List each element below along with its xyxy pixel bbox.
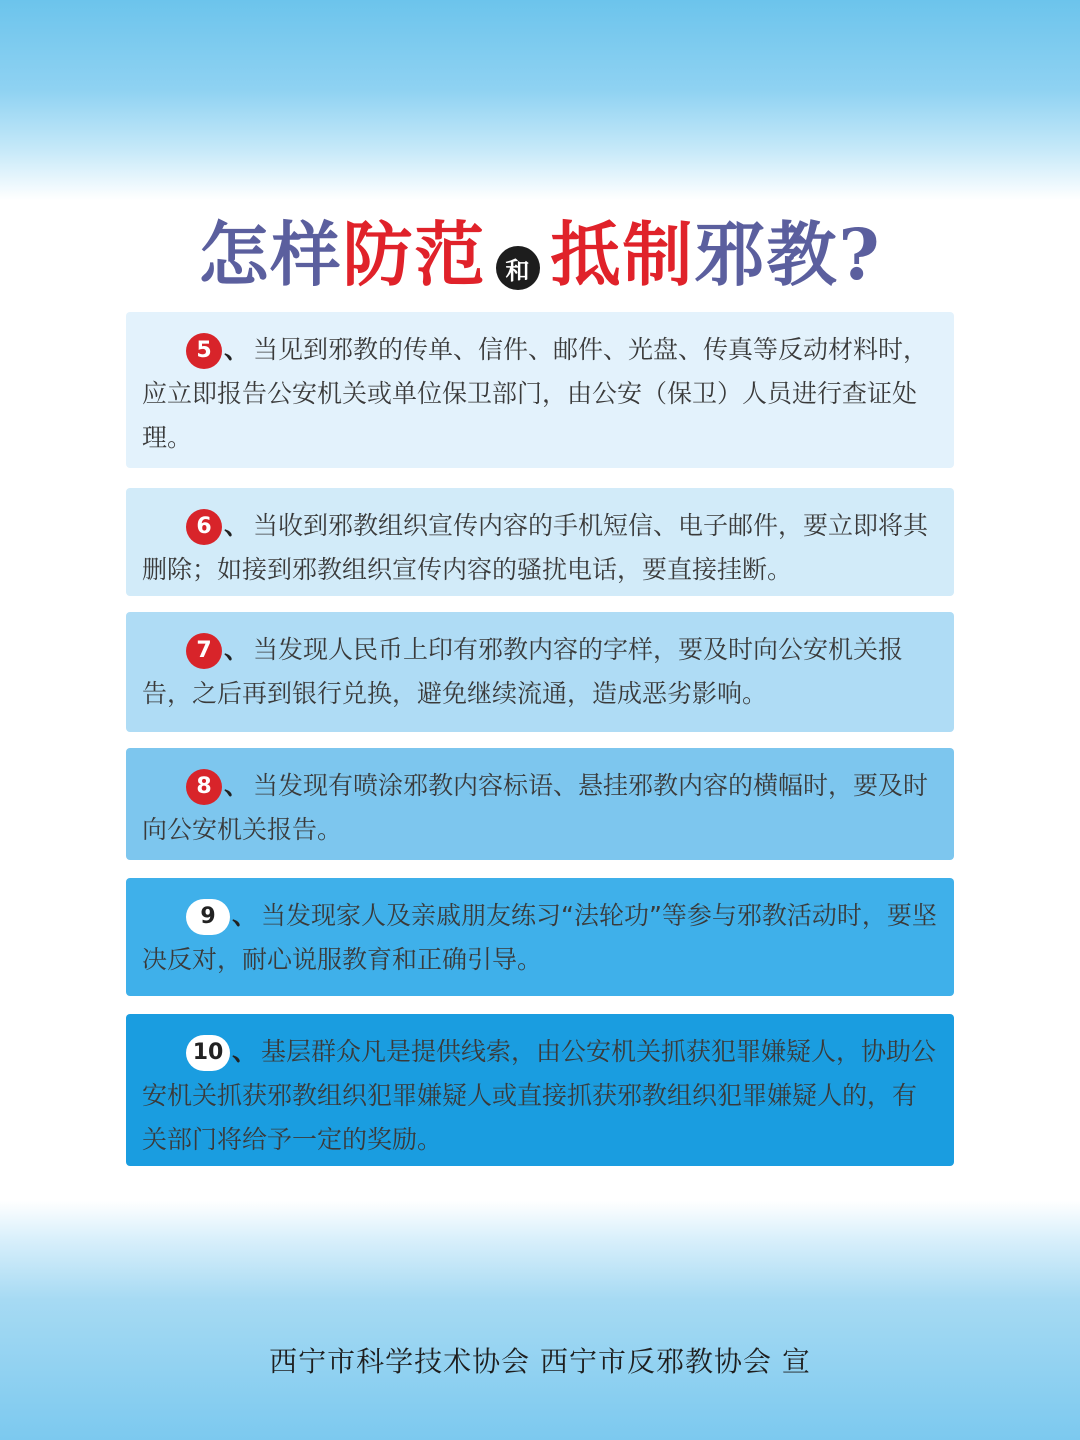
advice-list [126, 312, 954, 1186]
item-text: 当见到邪教的传单、信件、邮件、光盘、传真等反动材料时，应立即报告公安机关或单位保卫部门，由公安（保卫）人员进行查证处理。 [142, 335, 929, 452]
item-text: 当收到邪教组织宣传内容的手机短信、电子邮件，要立即将其删除；如接到邪教组织宣传内容的骚扰电话，要直接挂断。 [142, 511, 929, 584]
title-part-1: 怎样 [198, 213, 343, 296]
item-number-separator: 、 [232, 901, 258, 930]
item-number-separator: 、 [232, 1037, 258, 1066]
advice-item-8 [126, 748, 954, 860]
poster-title [0, 200, 1080, 300]
footer-credit: 西宁市科学技术协会 西宁市反邪教协会 宣 [269, 1345, 811, 1378]
item-number-badge: 10 [186, 1035, 230, 1071]
advice-item-6 [126, 488, 954, 596]
title-part-4: 邪教? [694, 213, 882, 296]
item-number-badge: 9 [186, 899, 230, 935]
item-number-separator: 、 [224, 335, 250, 364]
item-number-separator: 、 [224, 635, 250, 664]
item-text: 基层群众凡是提供线索，由公安机关抓获犯罪嫌疑人，协助公安机关抓获邪教组织犯罪嫌疑人或直接抓获邪教组织犯罪嫌疑人的，有关部门将给予一定的奖励。 [142, 1037, 937, 1154]
item-number-separator: 、 [224, 511, 250, 540]
item-number-badge: 7 [186, 633, 222, 669]
item-text: 当发现家人及亲戚朋友练习“法轮功”等参与邪教活动时，要坚决反对，耐心说服教育和正确引导。 [142, 901, 937, 974]
item-text: 当发现有喷涂邪教内容标语、悬挂邪教内容的横幅时，要及时向公安机关报告。 [142, 771, 929, 844]
item-text: 当发现人民币上印有邪教内容的字样，要及时向公安机关报告，之后再到银行兑换，避免继续流通，造成恶劣影响。 [142, 635, 904, 708]
advice-item-5 [126, 312, 954, 468]
title-part-2: 防范 [342, 213, 487, 296]
advice-item-9 [126, 878, 954, 996]
item-number-badge: 8 [186, 769, 222, 805]
item-number-separator: 、 [224, 771, 250, 800]
advice-item-7 [126, 612, 954, 732]
title-part-3: 抵制 [550, 213, 695, 296]
title-conjunction-badge: 和 [496, 246, 540, 290]
item-number-badge: 5 [186, 333, 222, 369]
item-number-badge: 6 [186, 509, 222, 545]
advice-item-10 [126, 1014, 954, 1166]
